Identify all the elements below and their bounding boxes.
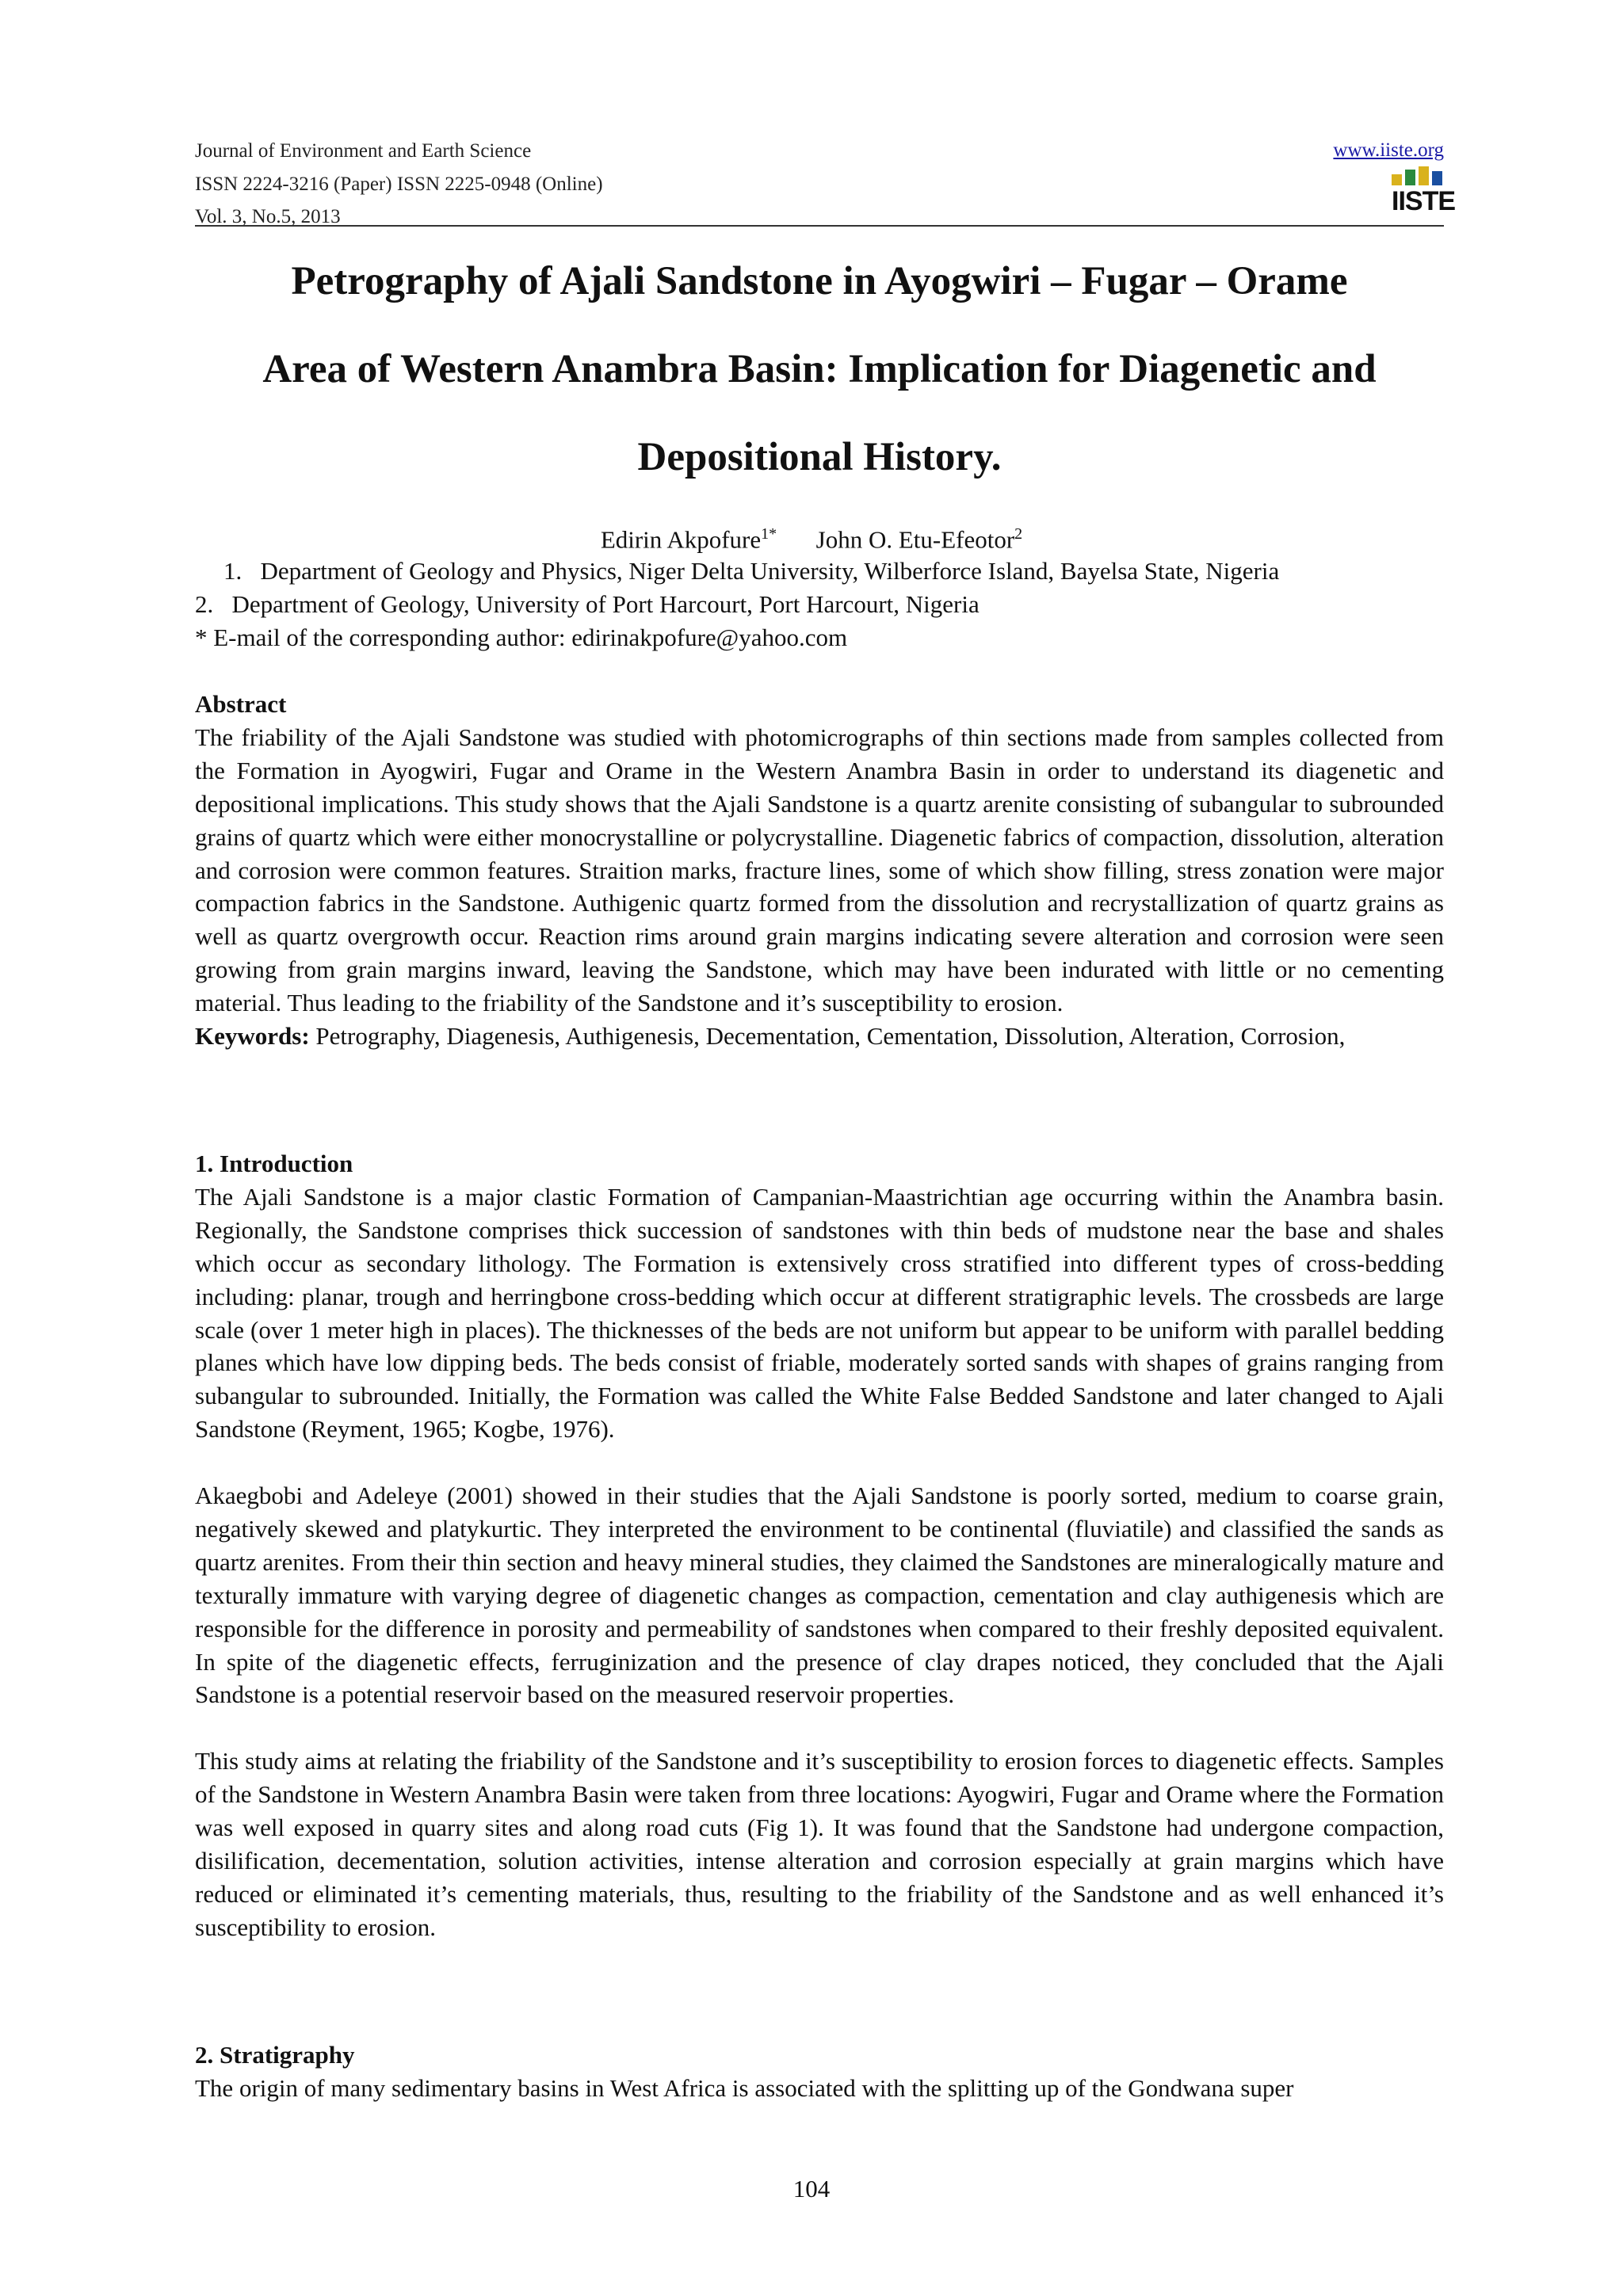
logo-bars-icon: [1392, 165, 1444, 185]
header-divider: [195, 225, 1444, 227]
stratigraphy-heading: 2. Stratigraphy: [195, 2041, 355, 2069]
title-line-3: Depositional History.: [637, 435, 1002, 479]
abstract-heading: Abstract: [195, 690, 287, 718]
title-line-2: Area of Western Anambra Basin: Implication for Diagenetic and: [262, 347, 1377, 391]
journal-url-link[interactable]: www.iiste.org: [1333, 139, 1444, 161]
abstract-text: The friability of the Ajali Sandstone was studied with photomicrographs of thin sections made from samples collected from the Formation in Ayogwiri, Fugar and Orame in the Western Anambra Basin in order to understand its diagenetic and depositional implications. This study shows that the Ajali Sandstone is a quartz arenite consisting of subangular to subrounded grains of quartz which were either monocrystalline or polycrystalline. Diagenetic fabrics of compaction, dissolution, alteration and corrosion were common features. Straition marks, fracture lines, some of which show filling, stress zonation were major compaction fabrics in the Sandstone. Authigenic quartz formed from the dissolution and recrystallization of quartz grains as well as quartz overgrowth occur. Reaction rims around grain margins indicating severe alteration and corrosion were seen growing from grain margins inward, leaving the Sandstone, which may have been indurated with little or no cementing material. Thus leading to the friability of the Sandstone and it’s susceptibility to erosion.: [195, 723, 1444, 1017]
author-2: John O. Etu-Efeotor: [815, 525, 1015, 554]
author-2-marker: 2: [1014, 525, 1023, 543]
abstract-section: [195, 688, 1444, 1053]
journal-name: Journal of Environment and Earth Science: [195, 140, 532, 162]
affiliation-2: 2. Department of Geology, University of Port Harcourt, Port Harcourt, Nigeria: [195, 590, 980, 618]
introduction-heading: 1. Introduction: [195, 1150, 353, 1177]
introduction-paragraph-2: Akaegbobi and Adeleye (2001) showed in their studies that the Ajali Sandstone is poorly sorted, medium to coarse grain, negatively skewed and platykurtic. They interpreted the environment to be continental (fluviatile) and classified the sands as quartz arenites. From their thin section and heavy mineral studies, they claimed the Sandstones are mineralogically mature and texturally immature with varying degree of diagenetic changes as compaction, cementation and clay authigenesis which are responsible for the difference in porosity and permeability of sandstones when compared to their freshly deposited equivalent. In spite of the diagenetic effects, ferruginization and the presence of clay drapes noticed, they concluded that the Ajali Sandstone is a potential reservoir based on the measured reservoir properties.: [195, 1482, 1444, 1709]
introduction-paragraph-1: The Ajali Sandstone is a major clastic Formation of Campanian-Maastrichtian age occurring within the Anambra basin. Regionally, the Sandstone comprises thick succession of sandstones with thin beds of mudstone near the base and shales which occur as secondary lithology. The Formation is extensively cross stratified into different types of cross-bedding including: planar, trough and herringbone cross-bedding which occur at different stratigraphic levels. The crossbeds are large scale (over 1 meter high in places). The thicknesses of the beds are not uniform but appear to be uniform with parallel bedding planes which have low dipping beds. The beds consist of friable, moderately sorted sands with shapes of grains ranging from subangular to subrounded. Initially, the Formation was called the White False Bedded Sandstone and later changed to Ajali Sandstone (Reyment, 1965; Kogbe, 1976).: [195, 1182, 1444, 1444]
introduction-section: [195, 1147, 1444, 1944]
page-number: 104: [792, 2175, 831, 2203]
volume-line: Vol. 3, No.5, 2013: [195, 206, 341, 227]
author-1-marker: 1*: [761, 525, 777, 543]
keywords-line: [195, 1020, 1444, 1053]
stratigraphy-paragraph-1: The origin of many sedimentary basins in West Africa is associated with the splitting up of the Gondwana super: [195, 2073, 1294, 2102]
corresponding-email: * E-mail of the corresponding author: edirinakpofure@yahoo.com: [195, 624, 848, 651]
issn-line: ISSN 2224-3216 (Paper) ISSN 2225-0948 (Online): [195, 174, 603, 195]
affiliation-1: 1. Department of Geology and Physics, Niger Delta University, Wilberforce Island, Bayelsa State, Nigeria: [223, 557, 1280, 585]
introduction-paragraph-3: This study aims at relating the friability of the Sandstone and it’s susceptibility to erosion forces to diagenetic effects. Samples of the Sandstone in Western Anambra Basin were taken from three locations: Ayogwiri, Fugar and Orame where the Formation was well exposed in quarry sites and along road cuts (Fig 1). It was found that the Sandstone had undergone compaction, disilification, decementation, solution activities, intense alteration and corrosion especially at grain margins which have reduced or eliminated it’s cementing materials, thus, resulting to the friability of the Sandstone and as well enhanced it’s susceptibility to erosion.: [195, 1747, 1444, 1941]
author-1: Edirin Akpofure: [600, 525, 762, 554]
keywords-list: Petrography, Diagenesis, Authigenesis, Decementation, Cementation, Dissolution, Alteration, Corrosion,: [309, 1022, 1346, 1051]
iiste-logo: [1392, 165, 1456, 225]
keywords-label: Keywords:: [195, 1022, 310, 1051]
title-line-1: Petrography of Ajali Sandstone in Ayogwiri – Fugar – Orame: [291, 259, 1348, 303]
paper-title: [195, 238, 1444, 502]
logo-text: IISTE: [1392, 186, 1456, 216]
stratigraphy-section: [195, 2039, 1444, 2105]
author-list: [0, 518, 1623, 555]
